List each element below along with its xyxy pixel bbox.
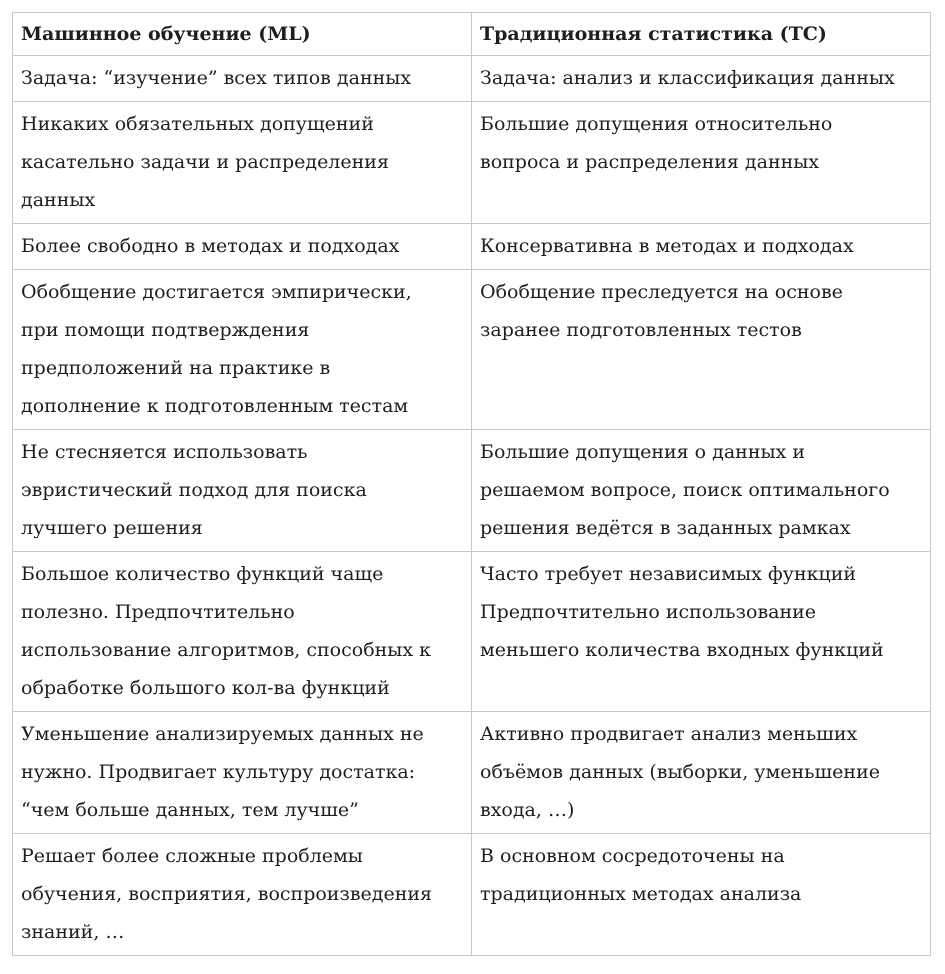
table-row (13, 430, 931, 552)
header-ml: Машинное обучение (ML) (13, 13, 472, 56)
cell-ml: Большое количество функций чаще полезно. Предпочтительно использование алгоритмов, способных к обработке большого кол-ва функций (13, 552, 472, 712)
cell-ts: Часто требует независимых функций Предпочтительно использование меньшего количества входных функций (472, 552, 931, 712)
table-row (13, 224, 931, 270)
cell-ml: Уменьшение анализируемых данных не нужно. Продвигает культуру достатка: “чем больше данных, тем лучше” (13, 712, 472, 834)
cell-ml: Более свободно в методах и подходах (13, 224, 472, 270)
cell-ts: В основном сосредоточены на традиционных методах анализа (472, 834, 931, 956)
table-row (13, 712, 931, 834)
cell-ts: Задача: анализ и классификация данных (472, 56, 931, 102)
cell-ts: Большие допущения о данных и решаемом вопросе, поиск оптимального решения ведётся в заданных рамках (472, 430, 931, 552)
cell-ml: Не стесняется использовать эвристический подход для поиска лучшего решения (13, 430, 472, 552)
cell-ml: Решает более сложные проблемы обучения, восприятия, воспроизведения знаний, … (13, 834, 472, 956)
header-ts: Традиционная статистика (ТС) (472, 13, 931, 56)
table-row (13, 102, 931, 224)
cell-ml: Никаких обязательных допущений касательно задачи и распределения данных (13, 102, 472, 224)
table-body (13, 56, 931, 956)
comparison-table (12, 12, 931, 956)
table-row (13, 552, 931, 712)
cell-ml: Обобщение достигается эмпирически, при помощи подтверждения предположений на практике в дополнение к подготовленным тестам (13, 270, 472, 430)
table-row (13, 834, 931, 956)
cell-ml: Задача: “изучение” всех типов данных (13, 56, 472, 102)
table-row (13, 56, 931, 102)
cell-ts: Активно продвигает анализ меньших объёмов данных (выборки, уменьшение входа, …) (472, 712, 931, 834)
table-header (13, 13, 931, 56)
cell-ts: Консервативна в методах и подходах (472, 224, 931, 270)
table-row (13, 270, 931, 430)
cell-ts: Большие допущения относительно вопроса и распределения данных (472, 102, 931, 224)
header-row (13, 13, 931, 56)
cell-ts: Обобщение преследуется на основе заранее подготовленных тестов (472, 270, 931, 430)
